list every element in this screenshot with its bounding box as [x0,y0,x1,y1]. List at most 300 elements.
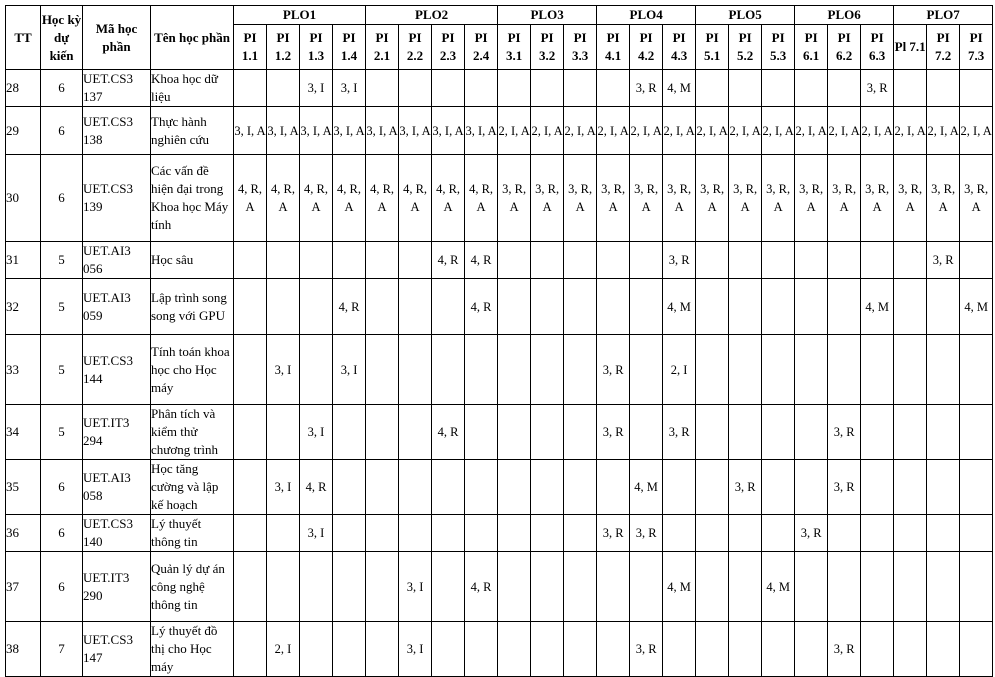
pi-value-cell [399,279,432,335]
course-name: Tính toán khoa học cho Học máy [151,335,234,405]
row-number: 28 [6,70,41,107]
pi-value-cell [498,242,531,279]
plo-mapping-table [5,5,993,677]
table-row [6,405,993,460]
pi-value-cell: 2, I, A [597,107,630,155]
pi-value-cell [894,279,927,335]
pi-value-cell [300,622,333,677]
pi-value-cell [234,460,267,515]
pi-value-cell [597,279,630,335]
pi-value-cell [762,460,795,515]
pi-value-cell: 3, I, A [333,107,366,155]
pi-value-cell: 3, R, A [894,155,927,242]
pi-value-cell [333,515,366,552]
pi-value-cell [432,552,465,622]
pi-value-cell [234,279,267,335]
pi-value-cell [828,515,861,552]
pi-value-cell: 4, M [861,279,894,335]
pi-value-cell [531,279,564,335]
course-name: Thực hành nghiên cứu [151,107,234,155]
pi-value-cell: 3, I, A [432,107,465,155]
pi-header: PI 4.1 [597,25,630,70]
semester: 6 [41,460,83,515]
pi-value-cell [861,552,894,622]
table-row [6,70,993,107]
pi-value-cell [234,552,267,622]
pi-value-cell: 3, I [300,515,333,552]
pi-value-cell: 3, R [795,515,828,552]
row-number: 34 [6,405,41,460]
pi-value-cell: 4, R, A [333,155,366,242]
pi-value-cell: 2, I, A [630,107,663,155]
pi-value-cell [828,70,861,107]
pi-value-cell [729,515,762,552]
pi-value-cell [498,552,531,622]
pi-value-cell [630,335,663,405]
pi-value-cell [960,552,993,622]
plo-header-row [6,6,993,25]
pi-value-cell [267,405,300,460]
row-number: 33 [6,335,41,405]
pi-value-cell [696,405,729,460]
pi-value-cell: 3, R, A [729,155,762,242]
pi-value-cell [432,622,465,677]
pi-value-cell: 3, R, A [762,155,795,242]
pi-header: PI 4.3 [663,25,696,70]
pi-header: PI 2.3 [432,25,465,70]
table-row [6,460,993,515]
pi-value-cell [333,460,366,515]
pi-header: PI 2.4 [465,25,498,70]
pi-value-cell [630,405,663,460]
pi-value-cell: 3, R [597,515,630,552]
table-row [6,552,993,622]
pi-value-cell [927,552,960,622]
semester: 6 [41,515,83,552]
pi-value-cell: 3, I [267,460,300,515]
pi-value-cell: 4, R [432,405,465,460]
pi-value-cell [333,622,366,677]
pi-value-cell [498,515,531,552]
pi-value-cell: 4, R [465,242,498,279]
pi-value-cell: 2, I, A [729,107,762,155]
pi-value-cell: 4, R, A [366,155,399,242]
course-name: Phân tích và kiểm thử chương trình [151,405,234,460]
pi-value-cell [597,622,630,677]
pi-value-cell [597,460,630,515]
course-code: UET.AI3 059 [83,279,151,335]
pi-value-cell: 4, R, A [234,155,267,242]
pi-value-cell: 3, R, A [597,155,630,242]
pi-value-cell [630,279,663,335]
pi-value-cell [927,70,960,107]
pi-value-cell: 3, R [828,622,861,677]
pi-value-cell [729,242,762,279]
pi-value-cell: 3, R [663,242,696,279]
pi-value-cell [564,515,597,552]
pi-value-cell [234,622,267,677]
pi-value-cell: 3, I, A [366,107,399,155]
pi-value-cell: 4, R, A [432,155,465,242]
pi-value-cell [432,460,465,515]
pi-value-cell [663,460,696,515]
pi-value-cell [267,515,300,552]
pi-value-cell [960,405,993,460]
pi-value-cell: 3, R [630,622,663,677]
pi-value-cell [729,405,762,460]
pi-value-cell [399,70,432,107]
pi-value-cell [795,552,828,622]
pi-value-cell [399,242,432,279]
pi-value-cell [531,70,564,107]
plo-header: PLO7 [894,6,993,25]
course-code: UET.CS3 138 [83,107,151,155]
pi-value-cell: 4, R [333,279,366,335]
pi-value-cell [498,460,531,515]
pi-value-cell: 2, I, A [762,107,795,155]
semester: 5 [41,279,83,335]
pi-header: PI 1.3 [300,25,333,70]
pi-value-cell: 4, M [663,552,696,622]
pi-value-cell: 3, R, A [663,155,696,242]
pi-value-cell [366,405,399,460]
pi-value-cell: 4, R [432,242,465,279]
table-row [6,155,993,242]
course-name: Học tăng cường và lập kế hoạch [151,460,234,515]
pi-value-cell: 2, I [267,622,300,677]
pi-header: PI 1.4 [333,25,366,70]
pi-value-cell [894,405,927,460]
pi-value-cell [234,70,267,107]
pi-value-cell [828,242,861,279]
pi-value-cell [960,460,993,515]
pi-value-cell [960,622,993,677]
course-code: UET.AI3 056 [83,242,151,279]
pi-header: PI 6.1 [795,25,828,70]
pi-value-cell [861,405,894,460]
pi-value-cell [861,622,894,677]
pi-value-cell: 2, I, A [696,107,729,155]
pi-value-cell: 2, I, A [498,107,531,155]
pi-value-cell [234,335,267,405]
pi-value-cell [762,70,795,107]
pi-header: PI 3.1 [498,25,531,70]
pi-value-cell [366,622,399,677]
pi-value-cell [399,405,432,460]
pi-value-cell: 3, R, A [531,155,564,242]
pi-value-cell [498,622,531,677]
semester: 6 [41,107,83,155]
pi-value-cell: 3, I, A [300,107,333,155]
pi-value-cell [498,279,531,335]
pi-value-cell: 3, R [828,460,861,515]
row-number: 38 [6,622,41,677]
pi-value-cell [333,405,366,460]
pi-value-cell: 3, R, A [960,155,993,242]
pi-value-cell: 3, I [333,335,366,405]
pi-value-cell: 2, I, A [927,107,960,155]
pi-value-cell [894,242,927,279]
pi-value-cell [729,622,762,677]
pi-value-cell [564,622,597,677]
pi-value-cell [399,460,432,515]
pi-value-cell [432,279,465,335]
pi-value-cell [630,552,663,622]
table-row [6,279,993,335]
pi-value-cell: 4, M [663,70,696,107]
pi-value-cell [894,335,927,405]
pi-value-cell: 4, R, A [465,155,498,242]
course-name: Lý thuyết đồ thị cho Học máy [151,622,234,677]
pi-value-cell [531,335,564,405]
pi-value-cell [795,622,828,677]
semester: 5 [41,335,83,405]
plo-header: PLO1 [234,6,366,25]
pi-value-cell [696,242,729,279]
course-name: Lý thuyết thông tin [151,515,234,552]
pi-value-cell [861,335,894,405]
header-ten-hoc-phan: Tên học phần [151,6,234,70]
row-number: 32 [6,279,41,335]
pi-value-cell [828,335,861,405]
pi-value-cell [762,242,795,279]
pi-value-cell [564,70,597,107]
pi-value-cell: 2, I, A [960,107,993,155]
pi-value-cell [861,460,894,515]
pi-value-cell [465,460,498,515]
pi-value-cell: 3, R, A [828,155,861,242]
pi-value-cell [465,405,498,460]
pi-value-cell [465,70,498,107]
pi-value-cell: 3, R [729,460,762,515]
semester: 7 [41,622,83,677]
pi-value-cell [300,242,333,279]
pi-value-cell: 3, R, A [861,155,894,242]
pi-value-cell [267,70,300,107]
pi-value-cell: 2, I, A [564,107,597,155]
pi-value-cell: 3, R [927,242,960,279]
pi-value-cell [267,552,300,622]
pi-value-cell [432,70,465,107]
pi-value-cell [762,515,795,552]
course-code: UET.CS3 140 [83,515,151,552]
pi-value-cell [696,335,729,405]
course-code: UET.AI3 058 [83,460,151,515]
pi-value-cell: 3, R [630,70,663,107]
pi-value-cell [267,242,300,279]
pi-value-cell [696,70,729,107]
pi-header: PI 4.2 [630,25,663,70]
pi-value-cell [531,515,564,552]
pi-value-cell: 4, R, A [267,155,300,242]
table-row [6,107,993,155]
pi-value-cell [861,515,894,552]
pi-value-cell: 3, I [300,70,333,107]
pi-value-cell [795,70,828,107]
table-row [6,515,993,552]
pi-value-cell: 3, R, A [927,155,960,242]
pi-value-cell [498,70,531,107]
course-code: UET.CS3 139 [83,155,151,242]
pi-header: PI 6.3 [861,25,894,70]
pi-value-cell [762,335,795,405]
pi-header: PI 3.2 [531,25,564,70]
pi-value-cell: 4, M [663,279,696,335]
header-hoc-ky: Học kỳ dự kiến [41,6,83,70]
pi-header: Pl 7.1 [894,25,927,70]
pi-value-cell: 2, I, A [894,107,927,155]
pi-value-cell [498,405,531,460]
row-number: 37 [6,552,41,622]
pi-value-cell: 3, I, A [465,107,498,155]
pi-value-cell [234,242,267,279]
pi-value-cell [729,279,762,335]
table-row [6,335,993,405]
pi-value-cell [696,622,729,677]
semester: 5 [41,242,83,279]
pi-value-cell [696,460,729,515]
pi-value-cell: 3, R, A [795,155,828,242]
pi-value-cell [366,460,399,515]
row-number: 29 [6,107,41,155]
pi-value-cell [531,622,564,677]
pi-value-cell [531,405,564,460]
pi-value-cell [564,279,597,335]
pi-header: PI 5.3 [762,25,795,70]
semester: 6 [41,155,83,242]
pi-value-cell: 4, M [960,279,993,335]
pi-value-cell: 3, I [300,405,333,460]
pi-value-cell [729,335,762,405]
course-name: Các vấn đề hiện đại trong Khoa học Máy tính [151,155,234,242]
pi-value-cell [366,552,399,622]
pi-value-cell [927,515,960,552]
plo-header: PLO5 [696,6,795,25]
pi-value-cell: 3, I, A [234,107,267,155]
pi-value-cell: 2, I [663,335,696,405]
pi-value-cell [465,335,498,405]
pi-value-cell [729,70,762,107]
pi-value-cell [366,242,399,279]
plo-header: PLO3 [498,6,597,25]
header-tt: TT [6,6,41,70]
semester: 6 [41,70,83,107]
pi-value-cell: 4, R, A [300,155,333,242]
pi-header: PI 2.1 [366,25,399,70]
pi-value-cell [564,552,597,622]
row-number: 35 [6,460,41,515]
pi-value-cell [267,279,300,335]
table-header [6,6,993,70]
pi-value-cell [960,335,993,405]
pi-value-cell [696,279,729,335]
pi-value-cell [927,622,960,677]
pi-value-cell [696,552,729,622]
pi-value-cell: 3, I [333,70,366,107]
pi-value-cell [795,279,828,335]
pi-value-cell [795,405,828,460]
pi-header: PI 5.2 [729,25,762,70]
pi-value-cell: 4, M [630,460,663,515]
pi-value-cell [894,622,927,677]
pi-value-cell [399,515,432,552]
pi-value-cell [927,279,960,335]
pi-value-cell [927,335,960,405]
pi-value-cell [960,70,993,107]
table-row [6,622,993,677]
pi-value-cell [795,335,828,405]
pi-header: PI 3.3 [564,25,597,70]
pi-value-cell: 3, R [630,515,663,552]
pi-value-cell [861,242,894,279]
pi-value-cell [366,70,399,107]
pi-value-cell [663,622,696,677]
course-code: UET.CS3 137 [83,70,151,107]
pi-value-cell: 3, I, A [399,107,432,155]
pi-value-cell: 3, R [828,405,861,460]
pi-value-cell [432,335,465,405]
pi-value-cell: 2, I, A [795,107,828,155]
pi-value-cell [762,279,795,335]
plo-header: PLO6 [795,6,894,25]
course-name: Học sâu [151,242,234,279]
pi-value-cell [366,335,399,405]
pi-value-cell [894,70,927,107]
semester: 6 [41,552,83,622]
pi-value-cell: 3, R, A [630,155,663,242]
row-number: 30 [6,155,41,242]
pi-value-cell: 3, R [597,335,630,405]
pi-value-cell [894,515,927,552]
pi-value-cell [960,242,993,279]
plo-header: PLO4 [597,6,696,25]
pi-value-cell [564,405,597,460]
pi-header: PI 7.3 [960,25,993,70]
pi-value-cell: 3, R [663,405,696,460]
pi-value-cell [795,460,828,515]
course-name: Lập trình song song với GPU [151,279,234,335]
pi-value-cell [498,335,531,405]
pi-value-cell [300,552,333,622]
pi-value-cell [894,460,927,515]
pi-value-cell: 3, R, A [696,155,729,242]
pi-value-cell [894,552,927,622]
pi-value-cell [564,335,597,405]
pi-value-cell: 3, I [399,552,432,622]
pi-value-cell [564,460,597,515]
pi-value-cell [465,515,498,552]
pi-value-cell: 4, R [465,279,498,335]
pi-value-cell [366,515,399,552]
plo-header: PLO2 [366,6,498,25]
pi-value-cell [234,515,267,552]
pi-value-cell [465,622,498,677]
pi-header: PI 1.2 [267,25,300,70]
pi-header: PI 7.2 [927,25,960,70]
semester: 5 [41,405,83,460]
pi-value-cell: 2, I, A [828,107,861,155]
pi-value-cell [531,242,564,279]
pi-value-cell: 2, I, A [663,107,696,155]
pi-value-cell [597,70,630,107]
table-row [6,242,993,279]
pi-header: PI 2.2 [399,25,432,70]
pi-value-cell [663,515,696,552]
course-code: UET.CS3 147 [83,622,151,677]
pi-value-cell: 3, I [399,622,432,677]
pi-value-cell [597,552,630,622]
pi-header: PI 1.1 [234,25,267,70]
